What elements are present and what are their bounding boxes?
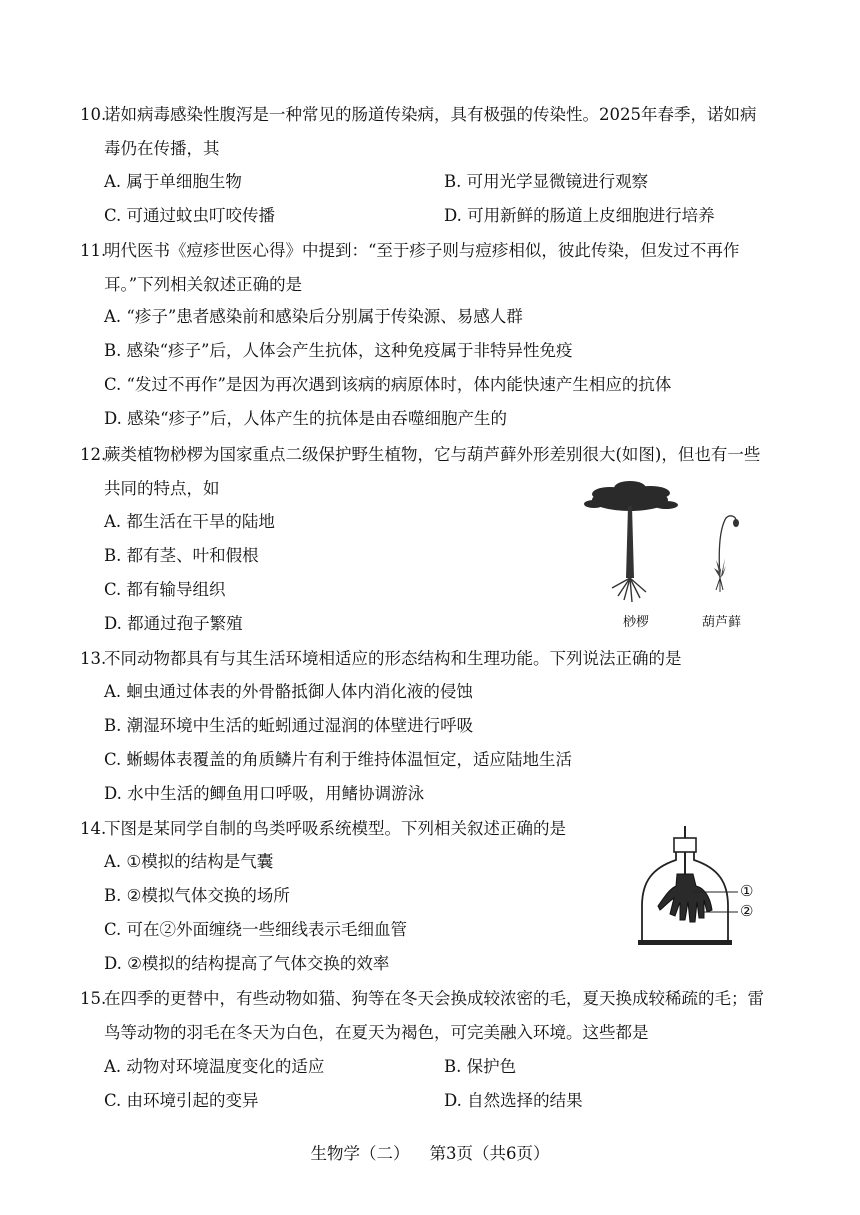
question-13	[80, 642, 764, 676]
question-stem: 下图是某同学自制的鸟类呼吸系统模型。下列相关叙述正确的是	[104, 819, 566, 838]
option-d: D. ②模拟的结构提高了气体交换的效率	[104, 954, 390, 973]
option-d: D. 可用新鲜的肠道上皮细胞进行培养	[444, 206, 715, 225]
option-d: D. 自然选择的结果	[444, 1091, 583, 1110]
option-c: C. 由环境引起的变异	[104, 1091, 259, 1110]
footer-subject: 生物学（二）	[310, 1144, 410, 1163]
option-d: D. 都通过孢子繁殖	[104, 614, 243, 633]
question-number: 15.	[80, 989, 107, 1008]
question-11	[80, 234, 764, 302]
page-footer	[0, 1140, 860, 1164]
question-stem: 蕨类植物桫椤为国家重点二级保护野生植物，它与葫芦藓外形差别很大(如图)，但也有一些共同的特点，如	[104, 445, 761, 498]
option-c: C. 可通过蚊虫叮咬传播	[104, 206, 276, 225]
figure-label-2: ②	[740, 902, 754, 920]
option-c: C. 可在②外面缠绕一些细线表示毛细血管	[104, 920, 408, 939]
option-b: B. 可用光学显微镜进行观察	[444, 172, 649, 191]
question-number: 13.	[80, 649, 107, 668]
option-c: C. “发过不再作”是因为再次遇到该病的病原体时，体内能快速产生相应的抗体	[104, 375, 672, 394]
option-a: A. “疹子”患者感染前和感染后分别属于传染源、易感人群	[104, 307, 523, 326]
option-d: D. 感染“疹子”后，人体产生的抗体是由吞噬细胞产生的	[104, 409, 508, 428]
option-a: A. 属于单细胞生物	[104, 172, 242, 191]
option-a: A. 动物对环境温度变化的适应	[104, 1057, 325, 1076]
figure-label-fern: 桫椤	[623, 615, 650, 630]
option-c: C. 蜥蜴体表覆盖的角质鳞片有利于维持体温恒定，适应陆地生活	[104, 750, 573, 769]
footer-page-number: 第3页（共6页）	[429, 1144, 550, 1163]
fern-moss-figure	[580, 478, 770, 608]
question-10	[80, 98, 764, 166]
question-stem: 不同动物都具有与其生活环境相适应的形态结构和生理功能。下列说法正确的是	[104, 649, 682, 668]
option-a: A. ①模拟的结构是气囊	[104, 852, 274, 871]
option-d: D. 水中生活的鲫鱼用口呼吸，用鳍协调游泳	[104, 784, 425, 803]
question-stem: 在四季的更替中，有些动物如猫、狗等在冬天会换成较浓密的毛，夏天换成较稀疏的毛；雷鸟等动物的羽毛在冬天为白色，在夏天为褐色，可完美融入环境。这些都是	[104, 989, 764, 1042]
option-a: A. 都生活在干旱的陆地	[104, 512, 275, 531]
option-c: C. 都有输导组织	[104, 580, 226, 599]
option-b: B. 潮湿环境中生活的蚯蚓通过湿润的体壁进行呼吸	[104, 716, 474, 735]
option-a: A. 蛔虫通过体表的外骨骼抵御人体内消化液的侵蚀	[104, 682, 473, 701]
question-stem: 明代医书《痘疹世医心得》中提到：“至于疹子则与痘疹相似，彼此传染，但发过不再作耳。”下列相关叙述正确的是	[104, 241, 740, 294]
question-number: 11.	[80, 241, 107, 260]
option-b: B. ②模拟气体交换的场所	[104, 886, 290, 905]
question-number: 12.	[80, 445, 107, 464]
option-b: B. 感染“疹子”后，人体会产生抗体，这种免疫属于非特异性免疫	[104, 341, 573, 360]
option-b: B. 保护色	[444, 1057, 517, 1076]
question-number: 10.	[80, 105, 107, 124]
question-number: 14.	[80, 819, 107, 838]
figure-label-moss: 葫芦藓	[702, 615, 742, 630]
question-15	[80, 982, 764, 1050]
figure-label-1: ①	[740, 882, 754, 900]
question-stem: 诺如病毒感染性腹泻是一种常见的肠道传染病，具有极强的传染性。2025年春季，诺如病毒仍在传播，其	[104, 105, 757, 158]
option-b: B. 都有茎、叶和假根	[104, 546, 259, 565]
